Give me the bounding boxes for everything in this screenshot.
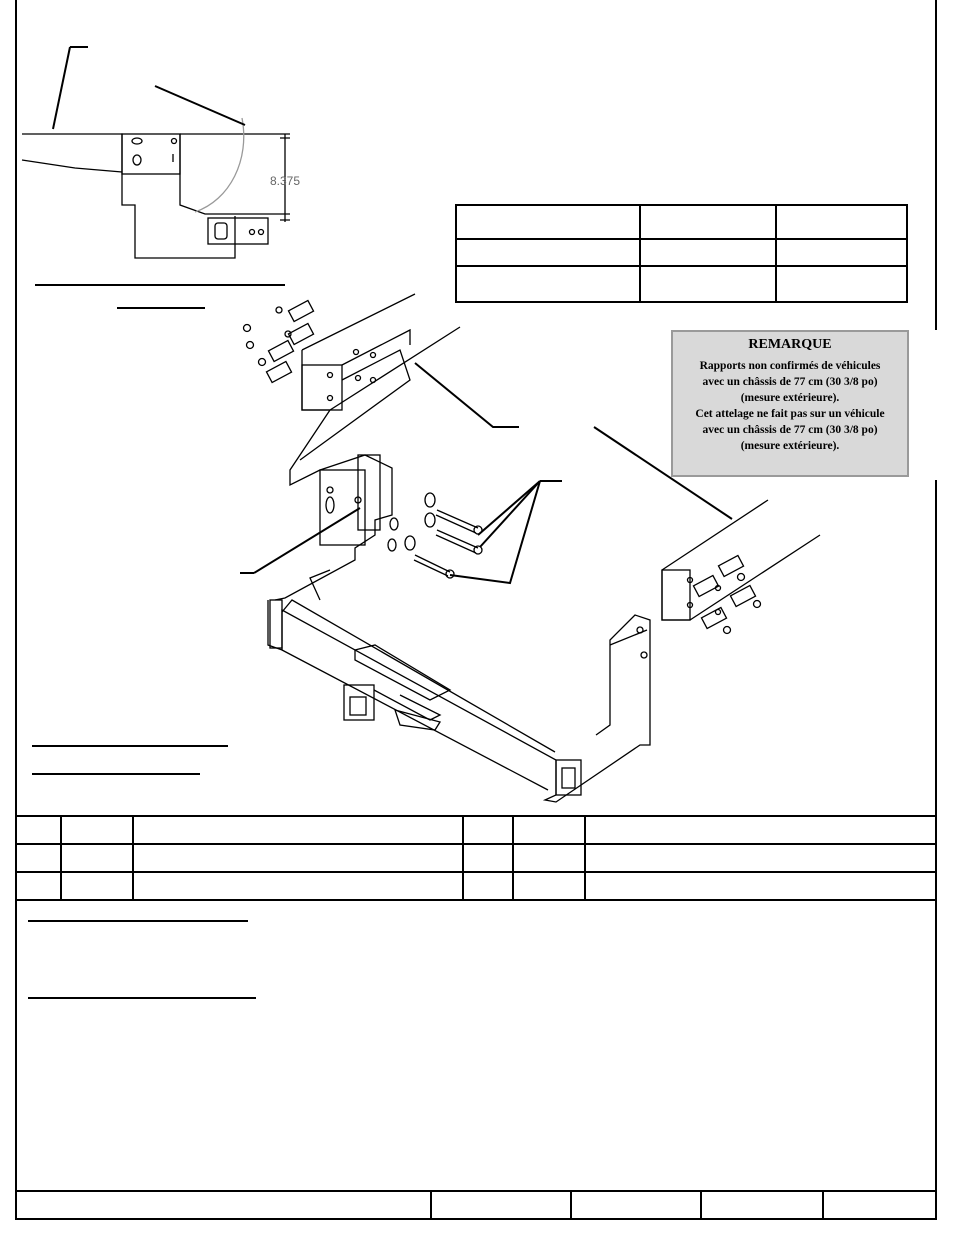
section-underline-1: [28, 920, 248, 922]
table-row: [16, 844, 936, 872]
note-line: Rapports non confirmés de véhicules: [699, 360, 881, 372]
left-frame-rail: [244, 294, 461, 485]
part-underline-2: [32, 773, 200, 775]
dimension-label: 8.375: [270, 174, 301, 188]
footer-table: [15, 1190, 937, 1220]
detail-underline-2: [117, 307, 205, 309]
section-underline-2: [28, 997, 256, 999]
parts-list-table: [15, 815, 937, 901]
hitch-receiver: [268, 455, 650, 802]
vehicle-spec-table: [455, 204, 908, 303]
frame-rail-detail: [22, 118, 290, 258]
note-line: (mesure extérieure).: [740, 440, 840, 452]
remarque-note: [671, 330, 909, 477]
note-title: REMARQUE: [748, 337, 832, 352]
note-line: avec un châssis de 77 cm (30 3/8 po): [702, 376, 878, 388]
note-line: avec un châssis de 77 cm (30 3/8 po): [702, 424, 878, 436]
right-frame-rail: [662, 500, 820, 634]
detail-underline-1: [35, 284, 285, 286]
note-line: Cet attelage ne fait pas sur un véhicule: [695, 408, 885, 420]
bolts-and-washers: [388, 493, 482, 578]
table-row: [16, 816, 936, 844]
table-row: [16, 872, 936, 900]
note-line: (mesure extérieure).: [740, 392, 840, 404]
part-underline-1: [32, 745, 228, 747]
